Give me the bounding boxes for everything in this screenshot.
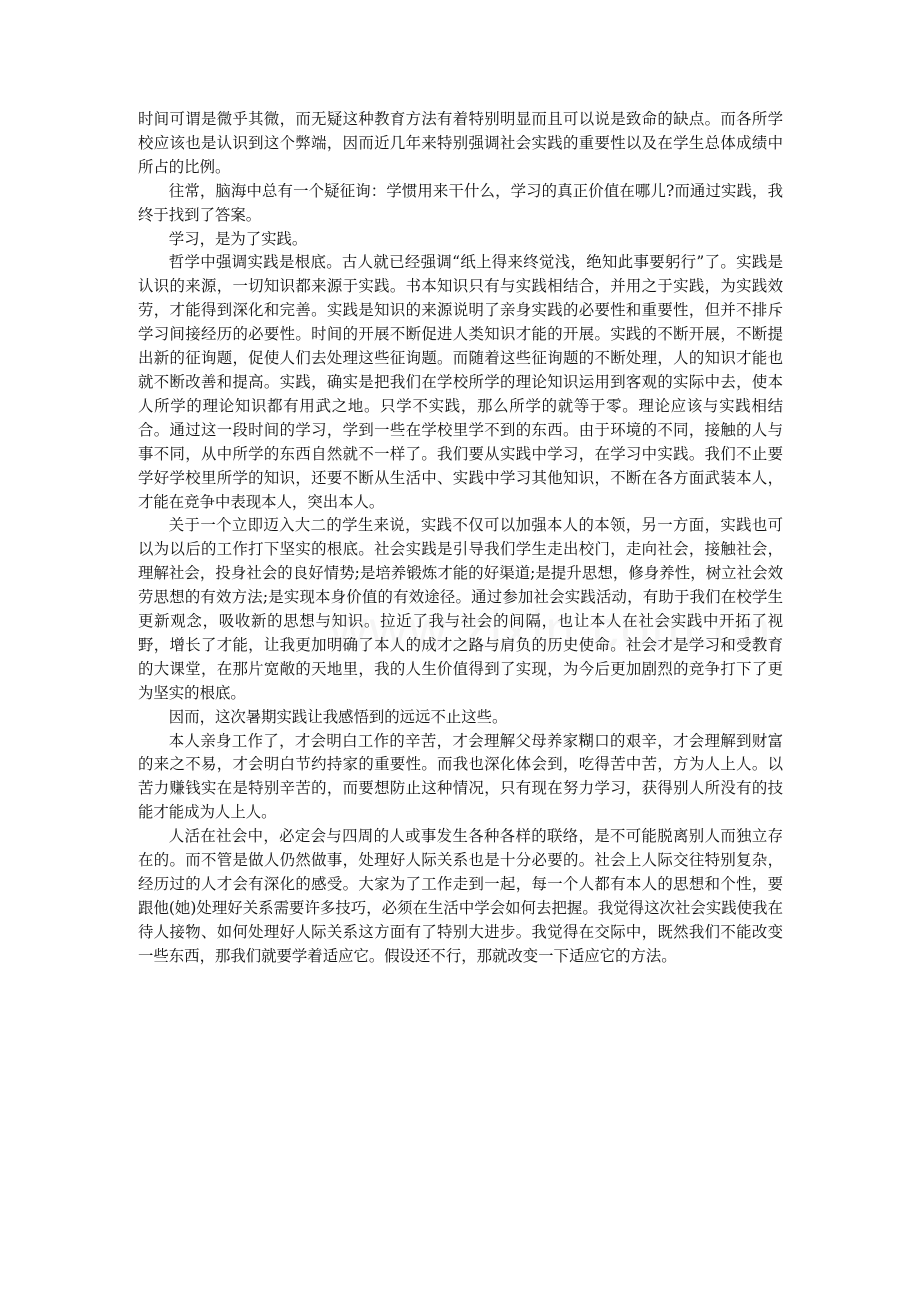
paragraph: 学习，是为了实践。 [168, 229, 308, 248]
paragraph-continuation: 时间可谓是微乎其微，而无疑这种教育方法有着特别明显而且可以说是致命的缺点。而各所学校应该也是认识到这个弊端，因而近几年来特别强调社会实践的重要性以及在学生总体成绩中所占的比例。 [138, 110, 783, 176]
paragraph: 人活在社会中，必定会与四周的人或事发生各种各样的联络，是不可能脱离别人而独立存在的。而不管是做人仍然做事，处理好人际关系也是十分必要的。社会上人际交往特别复杂，经历过的人才会有深化的感受。大家为了工作走到一起，每一个人都有本人的思想和个性，要跟他(她)处理好关系需要许多技巧，必须在生活中学会如何去把握。我觉得这次社会实践使我在待人接物、如何处理好人际关系这方面有了特别大进步。我觉得在交际中，既然我们不能改变一些东西，那我们就要学着适应它。假设还不行，那就改变一下适应它的方法。 [138, 827, 783, 965]
paragraph: 本人亲身工作了，才会明白工作的辛苦，才会理解父母养家糊口的艰辛，才会理解到财富的来之不易，才会明白节约持家的重要性。而我也深化体会到，吃得苦中苦，方为人上人。以苦力赚钱实在是特别辛苦的，而要想防止这种情况，只有现在努力学习，获得别人所没有的技能才能成为人上人。 [138, 731, 783, 822]
paragraph: 关于一个立即迈入大二的学生来说，实践不仅可以加强本人的本领，另一方面，实践也可以为以后的工作打下坚实的根底。社会实践是引导我们学生走出校门，走向社会，接触社会，理解社会，投身社会的良好情势;是培养锻炼才能的好渠道;是提升思想，修身养性，树立社会效劳思想的有效方法;是实现本身价值的有效途径。通过参加社会实践活动，有助于我们在校学生更新观念，吸收新的思想与知识。拉近了我与社会的间隔，也让本人在社会实践中开拓了视野，增长了才能，让我更加明确了本人的成才之路与肩负的历史使命。社会才是学习和受教育的大课堂，在那片宽敞的天地里，我的人生价值得到了实现，为今后更加剧烈的竞争打下了更为坚实的根底。 [138, 516, 783, 702]
document-body [138, 108, 783, 969]
paragraph: 因而，这次暑期实践让我感悟到的远远不止这些。 [168, 707, 508, 726]
paragraph: 往常，脑海中总有一个疑征询：学惯用来干什么，学习的真正价值在哪儿?而通过实践，我终于找到了答案。 [138, 181, 783, 224]
paragraph: 哲学中强调实践是根底。古人就已经强调“纸上得来终觉浅，绝知此事要躬行”了。实践是认识的来源，一切知识都来源于实践。书本知识只有与实践相结合，并用之于实践，为实践效劳，才能得到深化和完善。实践是知识的来源说明了亲身实践的必要性和重要性，但并不排斥学习间接经历的必要性。时间的开展不断促进人类知识才能的开展。实践的不断开展，不断提出新的征询题，促使人们去处理这些征询题。而随着这些征询题的不断处理，人的知识才能也就不断改善和提高。实践，确实是把我们在学校所学的理论知识运用到客观的实际中去，使本人所学的理论知识都有用武之地。只学不实践，那么所学的就等于零。理论应该与实践相结合。通过这一段时间的学习，学到一些在学校里学不到的东西。由于环境的不同，接触的人与事不同，从中所学的东西自然就不一样了。我们要从实践中学习，在学习中实践。我们不止要学好学校里所学的知识，还要不断从生活中、实践中学习其他知识，不断在各方面武装本人，才能在竞争中表现本人，突出本人。 [138, 253, 783, 511]
